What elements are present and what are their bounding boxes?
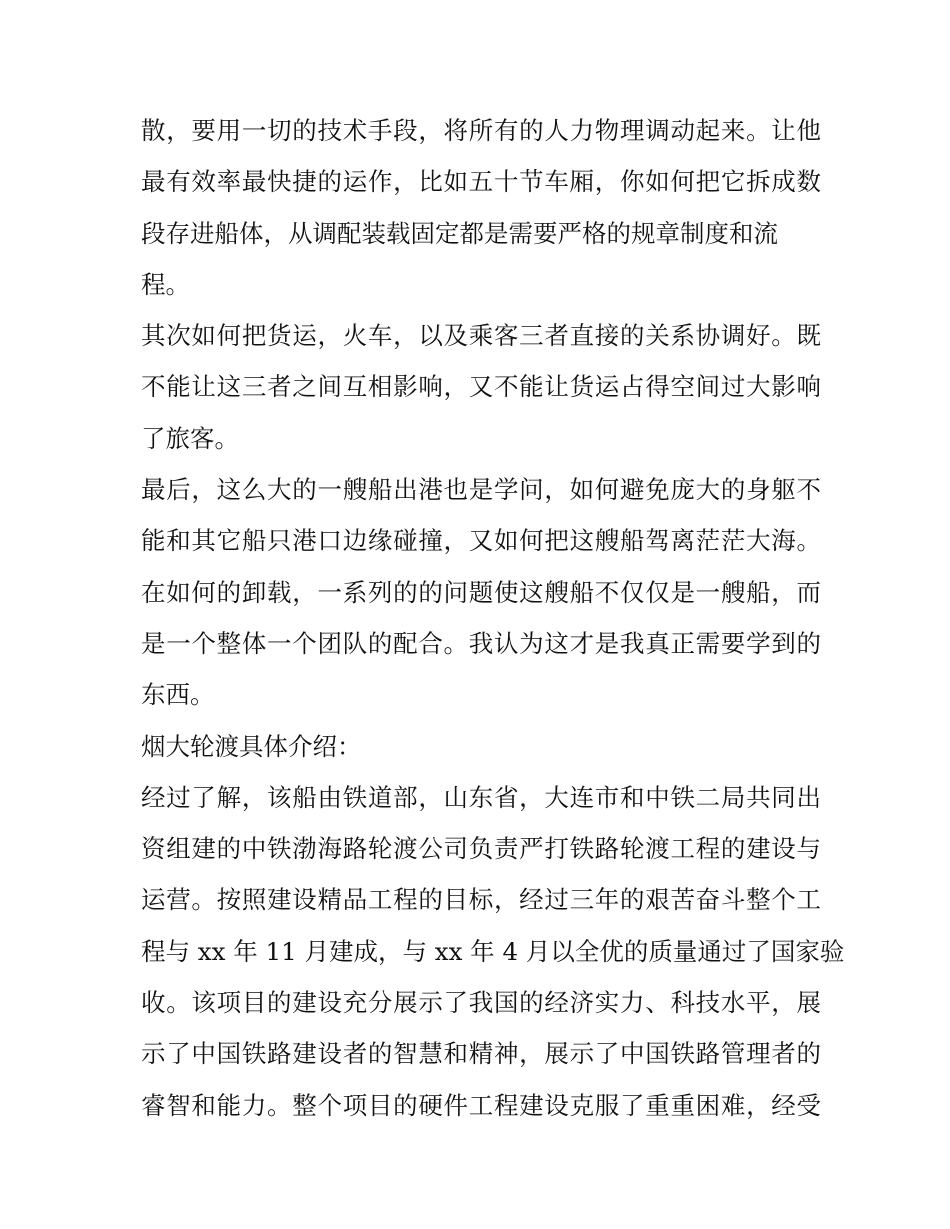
- text-line: 运营。按照建设精品工程的目标，经过三年的艰苦奋斗整个工: [141, 885, 821, 915]
- text-line: 最后，这么大的一艘船出港也是学问，如何避免庞大的身躯不: [141, 475, 821, 505]
- text-line: 经过了解，该船由铁道部，山东省，大连市和中铁二局共同出: [141, 782, 821, 812]
- text-line: 东西。: [141, 680, 215, 710]
- text-line: 在如何的卸载，一系列的的问题使这艘船不仅仅是一艘船，而: [141, 577, 821, 607]
- text-line: 其次如何把货运，火车，以及乘客三者直接的关系协调好。既: [141, 321, 821, 351]
- section-heading: 烟大轮渡具体介绍：: [141, 731, 362, 761]
- text-line: 程与 xx 年 11 月建成，与 xx 年 4 月以全优的质量通过了国家验: [141, 936, 845, 966]
- document-body: [141, 105, 845, 1131]
- text-line: 睿智和能力。整个项目的硬件工程建设克服了重重困难，经受: [141, 1090, 821, 1120]
- text-line: 程。: [141, 269, 190, 299]
- text-line: 散，要用一切的技术手段，将所有的人力物理调动起来。让他: [141, 116, 821, 145]
- text-line: 示了中国铁路建设者的智慧和精神，展示了中国铁路管理者的: [141, 1039, 821, 1069]
- text-line: 最有效率最快捷的运作，比如五十节车厢，你如何把它拆成数: [141, 167, 821, 197]
- text-line: 能和其它船只港口边缘碰撞，又如何把这艘船驾离茫茫大海。: [141, 526, 821, 556]
- text-line: 了旅客。: [141, 423, 239, 453]
- text-line: 段存进船体，从调配装载固定都是需要严格的规章制度和流: [141, 218, 778, 248]
- text-line: 收。该项目的建设充分展示了我国的经济实力、科技水平，展: [141, 988, 821, 1018]
- text-line: 是一个整体一个团队的配合。我认为这才是我真正需要学到的: [141, 628, 821, 658]
- text-line: 不能让这三者之间互相影响，又不能让货运占得空间过大影响: [141, 372, 821, 402]
- text-line: 资组建的中铁渤海路轮渡公司负责严打铁路轮渡工程的建设与: [141, 834, 821, 864]
